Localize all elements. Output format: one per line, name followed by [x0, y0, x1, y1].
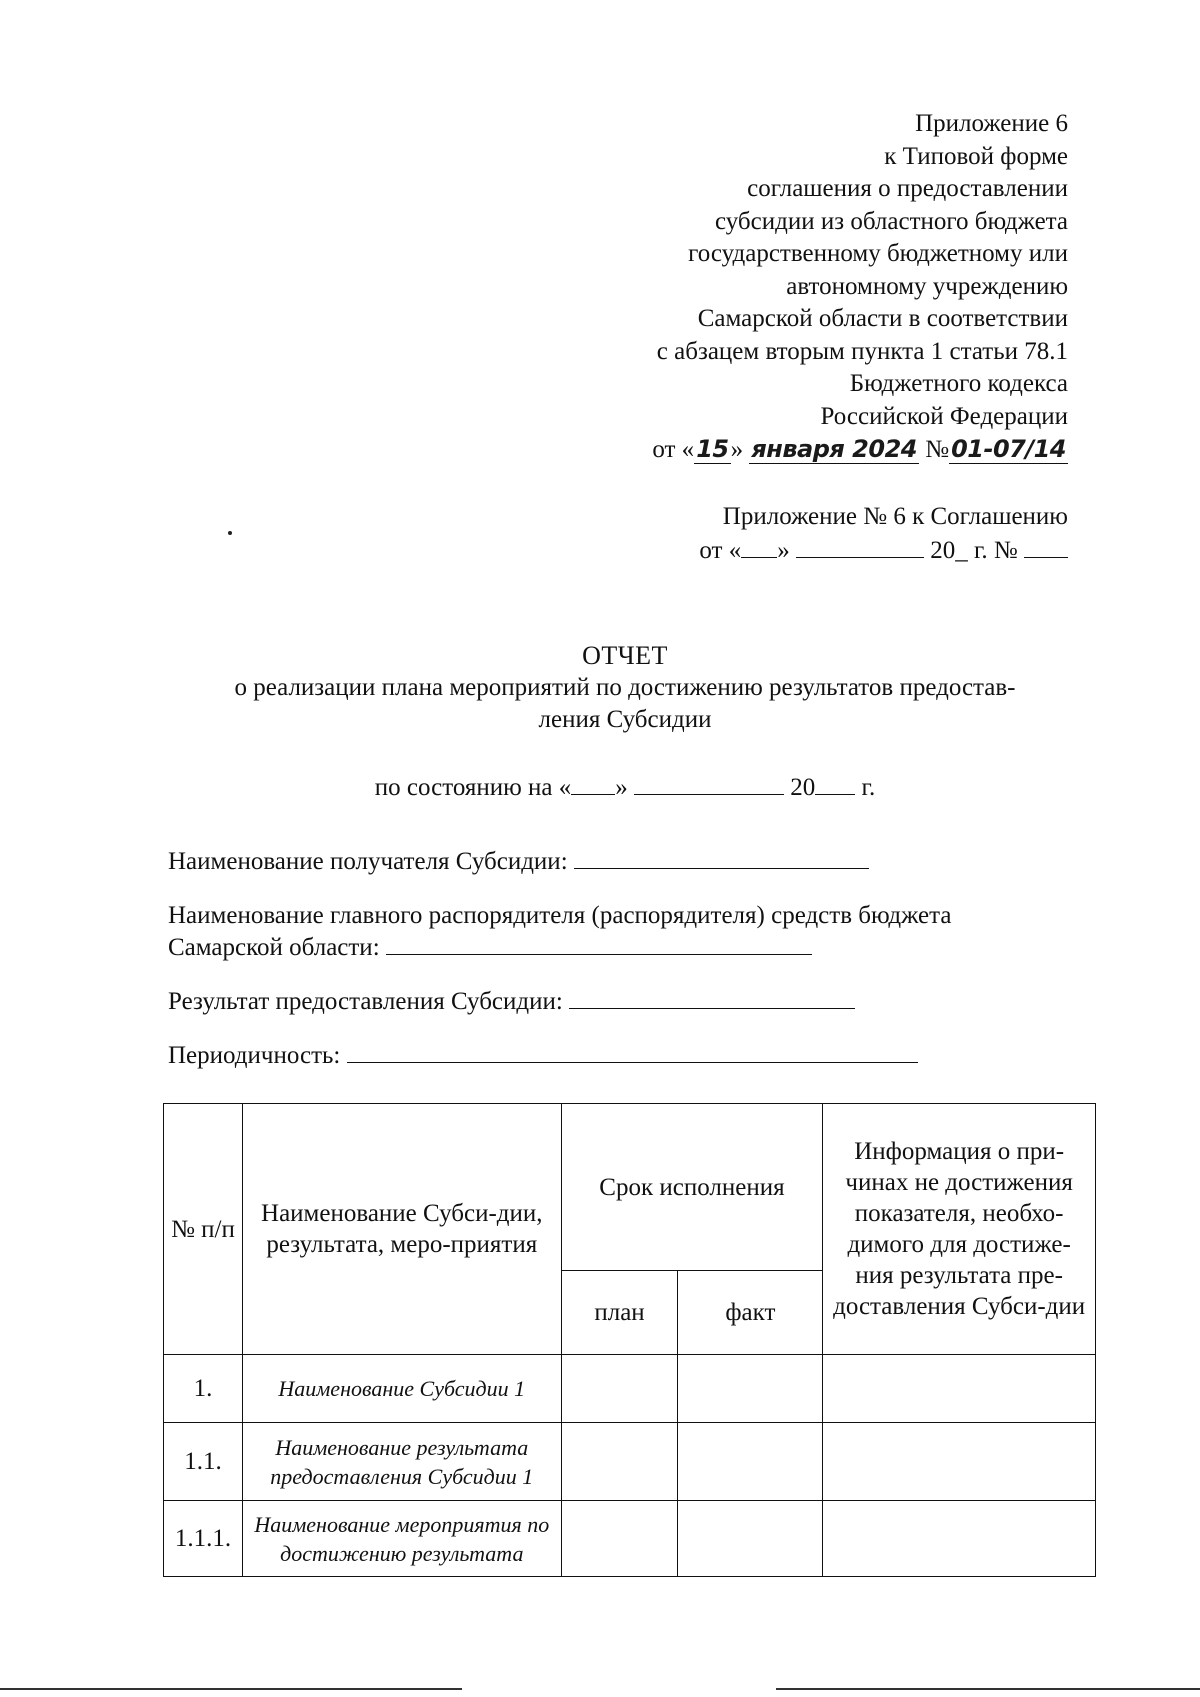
- periodicity-blank[interactable]: [347, 1040, 918, 1063]
- number-sign: №: [925, 436, 950, 463]
- handwritten-month-year: января 2024: [751, 435, 917, 463]
- scan-speck: [228, 531, 232, 535]
- recipient-blank[interactable]: [574, 846, 869, 869]
- table-row: [164, 1423, 1096, 1501]
- header-term: Срок исполнения: [561, 1104, 823, 1271]
- handwritten-number: 01-07/14: [951, 435, 1066, 463]
- manager-blank[interactable]: [386, 932, 812, 955]
- bottom-scan-rule: [776, 1688, 1200, 1690]
- manager-label-region: Самарской области:: [168, 934, 380, 961]
- date-prefix: от «: [652, 436, 695, 463]
- row-name: Наименование результата предоставления Субсидии 1: [242, 1423, 561, 1501]
- manager-label: Наименование главного распорядителя (распорядителя) средств бюджета: [168, 902, 952, 929]
- report-subtitle-line: о реализации плана мероприятий по достижению результатов предостав-: [234, 674, 1016, 701]
- appendix-year-number: 20_ г. №: [930, 537, 1018, 564]
- header-line: Бюджетного кодекса: [849, 370, 1068, 397]
- state-day-blank: [571, 772, 615, 795]
- row-plan-cell[interactable]: [561, 1501, 678, 1577]
- header-line: к Типовой форме: [884, 142, 1068, 170]
- header-name: Наименование Субси-дии, результата, меро-приятия: [242, 1104, 561, 1355]
- row-info-cell[interactable]: [823, 1355, 1096, 1423]
- row-fact-cell[interactable]: [678, 1501, 823, 1577]
- day-blank: [741, 535, 777, 558]
- state-year-blank: [815, 772, 855, 795]
- agreement-appendix: [699, 500, 1068, 568]
- header-line: Российской Федерации: [820, 402, 1068, 430]
- date-mid: »: [730, 436, 744, 463]
- header-date-line: [652, 433, 1068, 467]
- row-fact-cell[interactable]: [678, 1423, 823, 1501]
- header-line: Самарской области в соответствии: [697, 305, 1068, 332]
- row-plan-cell[interactable]: [561, 1423, 678, 1501]
- month-blank: [796, 535, 924, 558]
- periodicity-label: Периодичность:: [168, 1042, 341, 1069]
- state-month-blank: [634, 772, 784, 795]
- report-title: ОТЧЕТ: [582, 641, 668, 670]
- header-line: субсидии из областного бюджета: [714, 207, 1068, 235]
- header-line: государственному бюджетному или: [688, 240, 1068, 267]
- number-blank: [1024, 535, 1068, 558]
- row-name: Наименование Субсидии 1: [242, 1355, 561, 1423]
- table-header-row: [164, 1104, 1096, 1271]
- result-blank[interactable]: [569, 986, 855, 1009]
- header-line: с абзацем вторым пункта 1 статьи 78.1: [656, 337, 1068, 365]
- header-line: Приложение 6: [915, 110, 1068, 137]
- recipient-label: Наименование получателя Субсидии:: [168, 848, 568, 875]
- result-field: [168, 986, 855, 1018]
- manager-field: [168, 900, 951, 964]
- row-info-cell[interactable]: [823, 1501, 1096, 1577]
- row-name: Наименование мероприятия по достижению результата: [242, 1501, 561, 1577]
- header-fact: факт: [678, 1271, 823, 1355]
- header-info: Информация о при-чинах не достижения показателя, необхо-димого для достиже-ния результата пре-доставления Субси-дии: [823, 1104, 1096, 1355]
- state-mid: »: [615, 774, 628, 801]
- report-subtitle-line: ления Субсидии: [538, 706, 712, 733]
- table-row: [164, 1501, 1096, 1577]
- report-title-block: [150, 640, 1100, 736]
- periodicity-field: [168, 1040, 918, 1072]
- header-plan: план: [561, 1271, 678, 1355]
- appendix-header: [652, 108, 1068, 467]
- state-year: 20: [790, 774, 816, 801]
- table-row: [164, 1355, 1096, 1423]
- appendix-date-prefix: от «: [699, 537, 742, 564]
- state-prefix: по состоянию на «: [374, 774, 572, 801]
- report-table: [163, 1103, 1096, 1577]
- row-plan-cell[interactable]: [561, 1355, 678, 1423]
- header-num: № п/п: [164, 1104, 243, 1355]
- header-line: автономному учреждению: [786, 272, 1068, 300]
- state-suffix: г.: [861, 774, 876, 801]
- header-line: соглашения о предоставлении: [747, 175, 1068, 202]
- result-label: Результат предоставления Субсидии:: [168, 988, 563, 1015]
- bottom-scan-rule: [0, 1688, 462, 1690]
- report-state-date: [150, 772, 1100, 804]
- appendix-date-line: [699, 534, 1068, 568]
- appendix-line: Приложение № 6 к Соглашению: [722, 503, 1068, 530]
- row-num: 1.1.1.: [164, 1501, 243, 1577]
- appendix-date-mid: »: [777, 537, 790, 564]
- row-num: 1.1.: [164, 1423, 243, 1501]
- handwritten-day: 15: [696, 435, 729, 463]
- row-num: 1.: [164, 1355, 243, 1423]
- row-info-cell[interactable]: [823, 1423, 1096, 1501]
- row-fact-cell[interactable]: [678, 1355, 823, 1423]
- recipient-field: [168, 846, 869, 878]
